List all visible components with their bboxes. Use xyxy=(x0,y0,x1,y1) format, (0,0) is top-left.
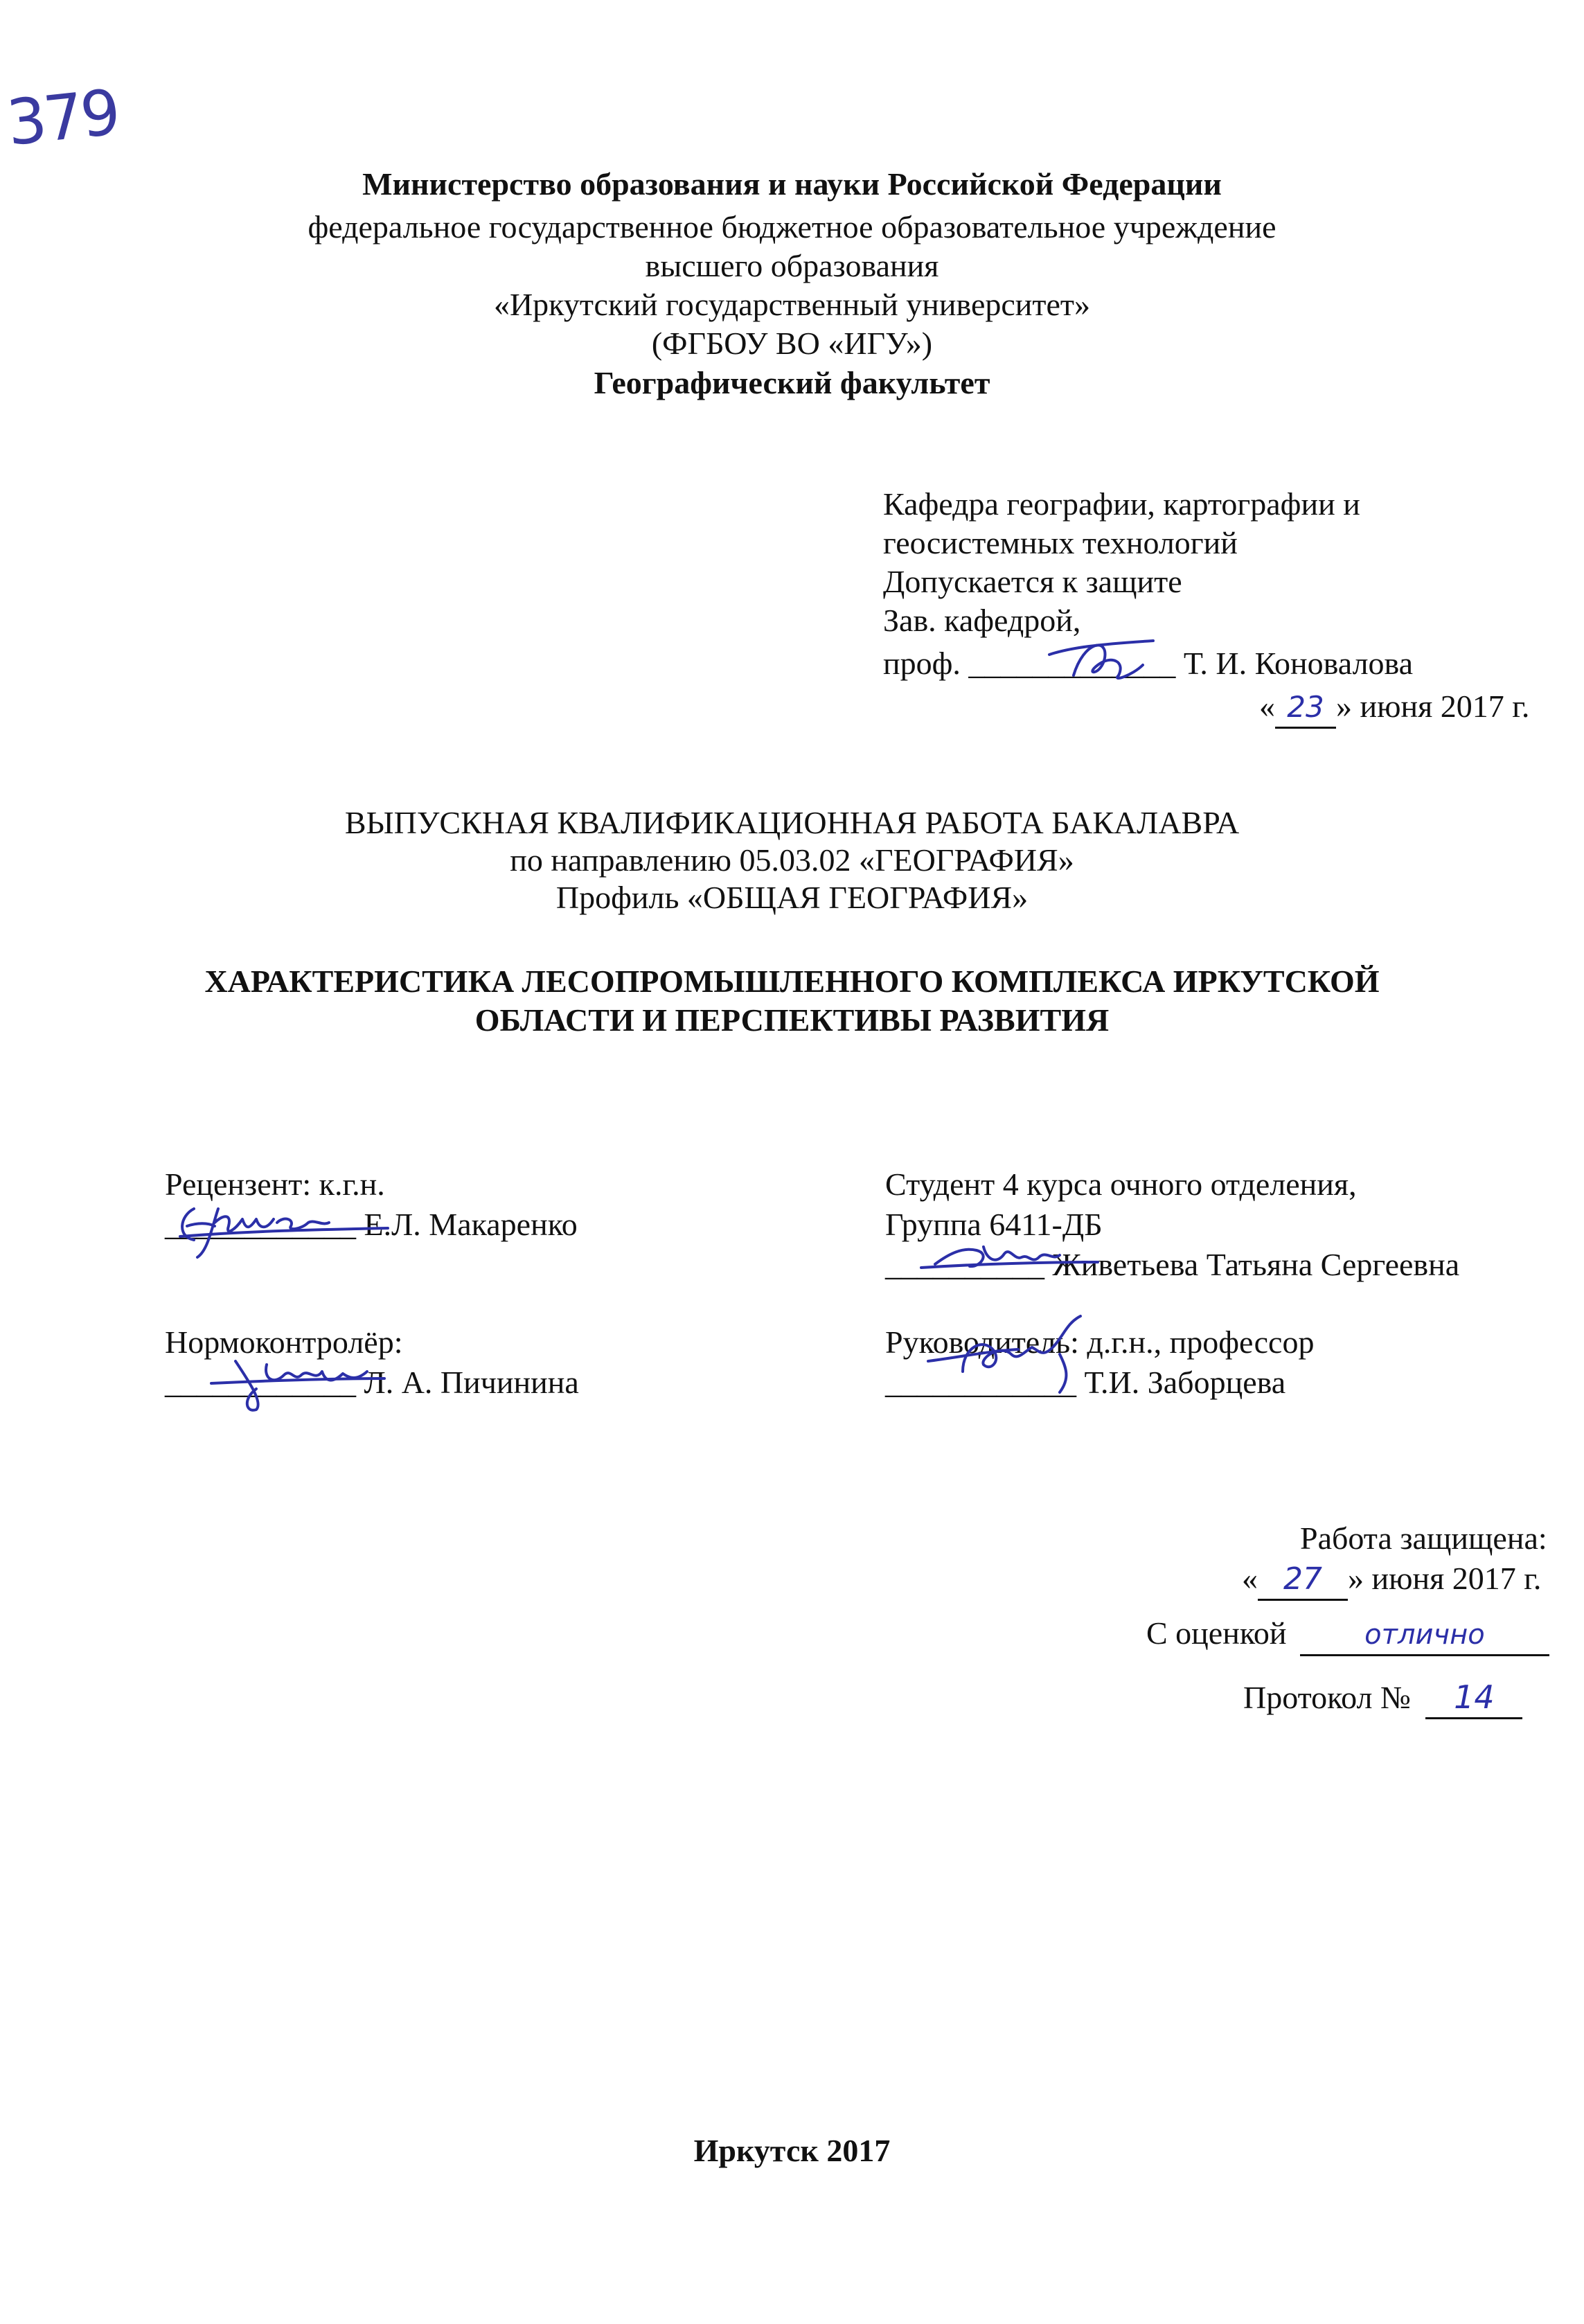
head-of-department: Зав. кафедрой, xyxy=(883,603,1081,638)
grade-row xyxy=(1146,1614,1549,1656)
reviewer-signature xyxy=(166,1188,395,1264)
defense-day-handwritten: 27 xyxy=(1283,1561,1322,1597)
reviewer-signature-line: ____________ Е.Л. Макаренко xyxy=(165,1207,578,1242)
admission-date-prefix: « xyxy=(1259,689,1275,724)
supervisor-signature xyxy=(914,1309,1122,1399)
admission-date-day xyxy=(1275,687,1336,729)
work-defended: Работа защищена: xyxy=(1300,1520,1547,1556)
grade-value xyxy=(1300,1614,1549,1656)
institution-line-2: высшего образования xyxy=(645,248,939,283)
admission-day-handwritten: 23 xyxy=(1287,690,1324,724)
head-signatory: проф. _____________ Т. И. Коновалова xyxy=(883,646,1414,681)
defense-date-day xyxy=(1258,1559,1348,1601)
university-name: «Иркутский государственный университет» xyxy=(493,287,1091,322)
supervisor-label: Руководитель: д.г.н., профессор xyxy=(885,1324,1315,1360)
admission-date xyxy=(1259,687,1529,729)
supervisor-signature-line: ____________ Т.И. Заборцева xyxy=(885,1365,1286,1400)
city-year: Иркутск 2017 xyxy=(693,2133,891,2168)
normcontrol-signature xyxy=(208,1340,388,1423)
department-line-1: Кафедра географии, картографии и xyxy=(883,486,1360,522)
thesis-title-line-2: ОБЛАСТИ И ПЕРСПЕКТИВЫ РАЗВИТИЯ xyxy=(474,1002,1110,1038)
grade-handwritten: отлично xyxy=(1364,1619,1485,1651)
department-line-2: геосистемных технологий xyxy=(883,525,1238,560)
protocol-number-handwritten: 14 xyxy=(1454,1678,1495,1716)
thesis-title-line-1: ХАРАКТЕРИСТИКА ЛЕСОПРОМЫШЛЕННОГО КОМПЛЕКСА ИРКУТСКОЙ xyxy=(204,964,1380,999)
defense-date-prefix: « xyxy=(1242,1561,1258,1596)
head-signature xyxy=(1042,627,1160,689)
protocol-label: Протокол № xyxy=(1243,1680,1411,1715)
reviewer-label: Рецензент: к.г.н. xyxy=(165,1167,385,1202)
protocol-row xyxy=(1243,1678,1522,1719)
institution-line-1: федеральное государственное бюджетное образовательное учреждение xyxy=(308,209,1276,245)
normcontrol-label: Нормоконтролёр: xyxy=(165,1324,403,1360)
normcontrol-signature-line: ____________ Л. А. Пичинина xyxy=(165,1365,579,1400)
faculty-name: Географический факультет xyxy=(594,365,990,400)
protocol-number xyxy=(1425,1678,1522,1719)
student-signature-line: __________ Живетьева Татьяна Сергеевна xyxy=(885,1247,1460,1282)
ministry-name: Министерство образования и науки Российской Федерации xyxy=(362,166,1222,202)
work-direction: по направлению 05.03.02 «ГЕОГРАФИЯ» xyxy=(510,842,1074,878)
student-signature xyxy=(921,1226,1101,1288)
archive-number: 379 xyxy=(3,76,121,161)
grade-label: С оценкой xyxy=(1146,1615,1287,1651)
student-group: Группа 6411-ДБ xyxy=(885,1207,1103,1242)
defense-date xyxy=(1242,1559,1541,1601)
defense-date-suffix: » июня 2017 г. xyxy=(1348,1561,1542,1596)
admission-date-suffix: » июня 2017 г. xyxy=(1336,689,1530,724)
work-type: ВЫПУСКНАЯ КВАЛИФИКАЦИОННАЯ РАБОТА БАКАЛАВРА xyxy=(344,805,1240,840)
university-abbreviation: (ФГБОУ ВО «ИГУ») xyxy=(651,326,933,361)
work-profile: Профиль «ОБЩАЯ ГЕОГРАФИЯ» xyxy=(555,880,1029,915)
admitted-to-defense: Допускается к защите xyxy=(883,564,1182,599)
student-label: Студент 4 курса очного отделения, xyxy=(885,1167,1357,1202)
